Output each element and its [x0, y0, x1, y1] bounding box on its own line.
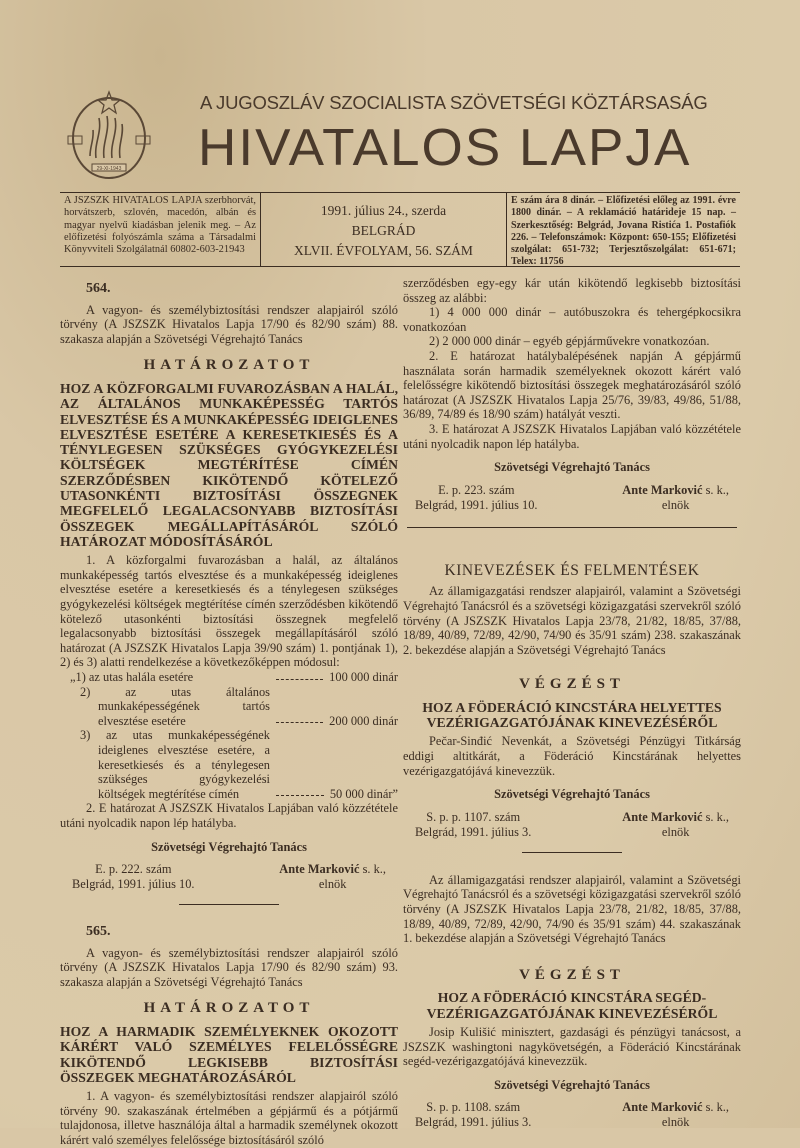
amount-item [60, 685, 398, 729]
reference-number: S. p. p. 1108. szám [426, 1100, 521, 1115]
section-heading: KINEVEZÉSEK ÉS FELMENTÉSEK [444, 561, 700, 579]
signatory-name: Ante Marković [622, 809, 703, 824]
amount-label: „1) az utas halála esetére [70, 669, 194, 684]
place-date: Belgrád, 1991. július 10. [72, 877, 195, 892]
preamble: A vagyon- és személybiztosítási rendszer alapjairól szóló törvény (A JSZSZK Hivatalos Lapja 17/90 és 82/90 szám) 88. szakasza alapján a Szövetségi Végrehajtó Tanács [60, 302, 398, 346]
separator-rule [522, 852, 622, 853]
signatory-role: elnök [661, 824, 690, 839]
amount-label: 2) az utas általános munkaképességének tartós elvesztése esetére [80, 684, 270, 728]
reference-number: E. p. 223. szám [438, 482, 515, 497]
amount-label: 3) az utas munkaképességének ideiglenes elvesztése esetére, a keresetkiesés és a ténylegesen szükséges gyógykezelési költségek megtérítése címén [80, 728, 270, 801]
paragraph-continued: szerződésben egy-egy kár után kikötendő legkisebb biztosítási összeg az alábbi: [403, 276, 741, 305]
doc-number: 564. [86, 281, 111, 296]
signatory-role: elnök [661, 1115, 690, 1130]
signatory-suffix: s. k., [705, 482, 729, 497]
info-issue [260, 193, 507, 266]
signature-block [403, 810, 741, 840]
amount-item [60, 670, 398, 685]
paragraph: 3. E határozat A JSZSZK Hivatalos Lapjában való közzététele utáni nyolcadik napon lép hatályba. [403, 421, 741, 451]
paragraph: 1. A vagyon- és személybiztosítási rendszer alapjairól szóló törvény 90. szakaszának értelmében a gépjármű és a pótjármű tulajdonosa, illetve használója által a harmadik személynek okozott kárért való személyes felelőssége biztosításáról szóló [60, 1089, 398, 1148]
signing-body: Szövetségi Végrehajtó Tanács [494, 787, 650, 802]
dashed-leader [276, 679, 323, 680]
list-item: 1) 4 000 000 dinár – autóbuszokra és tehergépkocsikra vonatkozóan [403, 305, 741, 334]
signature-block [60, 862, 398, 892]
signature-block [403, 483, 741, 513]
header-rule-bottom [60, 266, 740, 267]
amount-value: 100 000 dinár [329, 669, 398, 684]
preamble: Az államigazgatási rendszer alapjairól, valamint a Szövetségi Végrehajtó Tanácsról és a szövetségi közigazgatási szervekről szóló törvény (A JSZSZK Hivatalos Lapja 23/78, 21/82, 18/85, 37/88, 18/89, 40/89, 72/89, 42/90, 74/90 és 35/91 szám) 44. szakaszának 1. bekezdése alapján a Szövetségi Végrehajtó Tanács [403, 872, 741, 946]
paragraph: 1. A közforgalmi fuvarozásban a halál, az általános munkaképesség tartós elvesztése és a munkaképesség ideiglenes elvesztése esetére a keresetkiesés és a ténylegesen szükséges gyógykezelési költségek megtérítése címén szerződésben kikötendő kötelező utasonkénti biztosítási összegnek megfelelő legalacsonyabb biztosítási összegek megállapításáról szóló határozat (A JSZSZK Hivatalos Lapja 39/90 szám) 1. pontjának 1), 2) és 3) alatti rendelkezése a következőképpen módosul: [60, 553, 398, 670]
doc-number: 565. [86, 924, 111, 940]
list-item: 2) 2 000 000 dinár – egyéb gépjárművekre vonatkozóan. [429, 334, 710, 349]
doc-title: HOZ A FÖDERÁCIÓ KINCSTÁRA SEGÉD-VEZÉRIGAZGATÓJÁNAK KINEVEZÉSÉRŐL [426, 990, 718, 1021]
place-date: Belgrád, 1991. július 10. [415, 497, 538, 512]
issue-volume: XLVII. ÉVFOLYAM, 56. SZÁM [294, 243, 473, 258]
signatory-name: Ante Marković [622, 482, 703, 497]
left-column [60, 282, 398, 1148]
signatory-role: elnök [318, 877, 347, 892]
masthead-title: HIVATALOS LAPJA [198, 119, 692, 177]
doc-type: VÉGZÉST [519, 676, 625, 693]
separator-rule [179, 904, 279, 905]
signatory-name: Ante Marković [622, 1100, 703, 1115]
doc-title: HOZ A KÖZFORGALMI FUVAROZÁSBAN A HALÁL, AZ ÁLTALÁNOS MUNKAKÉPESSÉG TARTÓS ELVESZTÉSE ÉS A MUNKAKÉPESSÉG IDEIGLENES ELVESZTÉSE ESETÉRE A KERESETKIESÉS ÉS A TÉNYLEGESEN SZÜKSÉGES GYÓGYKEZELÉSI KÖLTSÉGEK MEGTÉRÍTÉSE CÍMÉN SZERZŐDÉSBEN KIKÖTENDŐ KÖTELEZŐ UTASONKÉNTI BIZTOSÍTÁSI ÖSSZEGNEK MEGFELELŐ LEGALACSONYABB BIZTOSÍTÁSI ÖSSZEGEK MEGÁLLAPÍTÁSÁRÓL SZÓLÓ HATÁROZAT MÓDOSÍTÁSÁRÓL [60, 380, 398, 549]
preamble: Az államigazgatási rendszer alapjairól, valamint a Szövetségi Végrehajtó Tanácsról és a szövetségi közigazgatási szervekről szóló törvény (A JSZSZK Hivatalos Lapja 23/78, 21/82, 18/85, 37/88, 18/89, 40/89, 72/89, 42/90, 74/90 és 35/91 szám) 238. szakaszának 2. bekezdése alapján a Szövetségi Végrehajtó Tanács [403, 584, 741, 657]
right-column [403, 276, 741, 1130]
signatory-suffix: s. k., [705, 1100, 729, 1115]
section-rule [407, 527, 737, 528]
doc-type: VÉGZÉST [519, 966, 625, 983]
preamble: A vagyon- és személybiztosítási rendszer alapjairól szóló törvény (A JSZSZK Hivatalos Lapja 17/90 és 82/90 szám) 93. szakasza alapján a Szövetségi Végrehajtó Tanács [60, 945, 398, 989]
issue-city: BELGRÁD [351, 223, 416, 238]
signatory-suffix: s. k., [705, 809, 729, 824]
issue-date: 1991. július 24., szerda [320, 203, 447, 218]
info-pricing-contact: E szám ára 8 dinár. – Előfizetési előleg az 1991. évre 1800 dinár. – A reklamáció határideje 15 nap. – Szerkesztőség: Belgrád, Jovana Ristića 1. Postafiók 226. – Telefonszámok: Központ: 650-155; Előfizetési szolgálat: 651-732; Terjesztőszolgálat: 651-671; Telex: 11756 [511, 195, 736, 268]
signatory-name: Ante Marković [279, 862, 360, 877]
signatory-role: elnök [661, 497, 690, 512]
doc-title: HOZ A FÖDERÁCIÓ KINCSTÁRA HELYETTES VEZÉRIGAZGATÓJÁNAK KINEVEZÉSÉRŐL [422, 699, 722, 731]
reference-number: E. p. 222. szám [95, 862, 172, 877]
amount-value: 200 000 dinár [329, 713, 398, 728]
signing-body: Szövetségi Végrehajtó Tanács [151, 839, 307, 854]
place-date: Belgrád, 1991. július 3. [415, 824, 532, 839]
dashed-leader [276, 795, 324, 796]
signing-body: Szövetségi Végrehajtó Tanács [494, 1077, 650, 1092]
place-date: Belgrád, 1991. július 3. [415, 1115, 532, 1130]
doc-type: HATÁROZATOT [143, 357, 315, 374]
doc-type: HATÁROZATOT [143, 1000, 315, 1017]
paragraph: Pečar-Sinđić Nevenkát, a Szövetségi Pénzügyi Titkárság eddigi altitkárát, a Föderáció Kincstárának helyettes vezérigazgatójává kinevezzük. [403, 734, 741, 778]
info-publication: A JSZSZK HIVATALOS LAPJA szerbhorvát, horvátszerb, szlovén, macedón, albán és magyar nyelvű kiadásban jelenik meg. – Az előfizetési folyószámla száma a Társadalmi Könyvviteli Szolgálatnál 60802-603-21943 [64, 195, 256, 256]
masthead-supertitle: A JUGOSZLÁV SZOCIALISTA SZÖVETSÉGI KÖZTÁRSASÁG [200, 92, 708, 113]
signature-block [403, 1100, 741, 1130]
state-emblem-icon [66, 88, 152, 188]
reference-number: S. p. p. 1107. szám [426, 809, 521, 824]
signatory-suffix: s. k., [362, 862, 386, 877]
emblem-date: 29-XI-1943 [96, 166, 122, 172]
doc-title: HOZ A HARMADIK SZEMÉLYEKNEK OKOZOTT KÁRÉRT VALÓ SZEMÉLYES FELELŐSSÉGRE KIKÖTENDŐ LEGKISEBB BIZTOSÍTÁSI ÖSSZEGEK MEGHATÁROZÁSÁRÓL [60, 1024, 398, 1085]
paragraph: 2. E határozat hatálybalépésének napján A gépjármű használata során harmadik személyeknek okozott kárért való felelősségre kikötendő biztosítási összegek meghatározásáról szóló határozat (A JSZSZK Hivatalos Lapja 25/76, 39/83, 49/86, 51/88, 36/89, 74/89 és 18/90 szám) hatályát veszti. [403, 348, 741, 422]
amount-item [60, 728, 398, 801]
amount-value: 50 000 dinár” [329, 786, 398, 801]
dashed-leader [276, 722, 323, 723]
paragraph: 2. E határozat A JSZSZK Hivatalos Lapjában való közzététele utáni nyolcadik napon lép hatályba. [60, 801, 398, 830]
paragraph: Josip Kulišić minisztert, gazdasági és pénzügyi tanácsost, a JSZSZK washingtoni nagykövetségén, a Föderáció Kincstárának segéd-vezérigazgatójává kinevezzük. [403, 1025, 741, 1069]
signing-body: Szövetségi Végrehajtó Tanács [494, 460, 650, 475]
